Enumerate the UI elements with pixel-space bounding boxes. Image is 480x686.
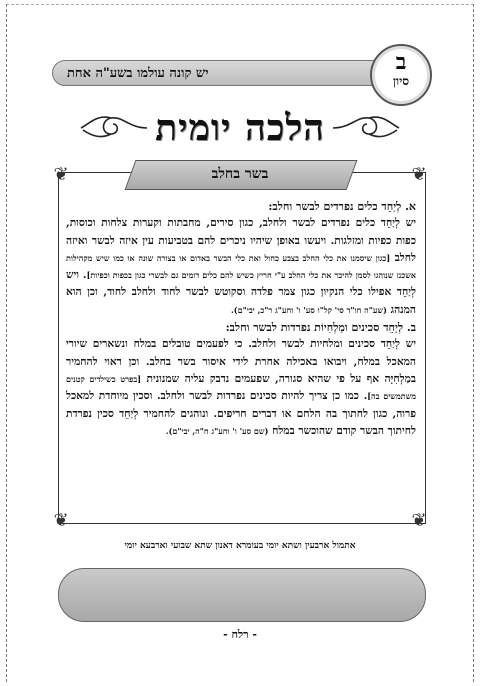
section-text-continued: . כמו כן צריך להיות סכינים נפרדות לבשר ולחלב. וסכין מיוחדת למאכל פרוה, כגון לחתוך בה הלחם או דברים חריפים. ונוהגים להחמיר לְיַחֵד סכין נפרדת לחיתוך הבשר קודם שהוכשר במלח (66, 390, 416, 437)
cut-line-left (6, 4, 7, 682)
omer-count-note: אתמול ארבעין ושתא יומי בעומרא דאנון שתא שבועי וארבעא יומי (124, 541, 356, 551)
page-number: - רלח - (223, 628, 257, 641)
corner-ornament-icon: ❦ (411, 164, 427, 185)
flourish-left-icon (79, 110, 149, 146)
section-source: (שם סע' ו' וחע"ג ח"ה, יבי"ם). (165, 425, 269, 436)
section-text: יש לְיַחֵד סכינים ומלחיות לבשר ולחלב. כי לפעמים טובלים במלח ונשארים שיורי המאכל במלח, ויבואו באכילה אחרת לידי איסור בשר בחלב. וכן ראוי להחמיר במַלְחִיָּה אף על פי שהיא סגורה, שפעמים נדבק עליה שמנונית (66, 338, 416, 385)
header-bar (52, 60, 388, 86)
section-text-continued: . ויש לְיַחֵד אפילו כלי הנקיון כגון צמר פלדה וסקוטש לבשר לחוד ולחלב לחוד, וכן הוא המנהג (66, 269, 416, 316)
halacha-body (66, 198, 416, 440)
section-note: [בפרט כשילדים קטנים משתמשים בה] (66, 373, 416, 402)
page-title: הלכה יומית (155, 107, 325, 149)
section-heading: א. לְיַחֵד כלים נפרדים לבשר וחלב: (268, 200, 416, 213)
topic-label: בשר בחלב (211, 165, 269, 182)
flourish-right-icon (331, 110, 401, 146)
corner-ornament-icon: ❦ (53, 510, 69, 531)
section-source: (שע"ה חו"ד סי' קל"ו סע' ו' וחע"ג ר"כ, יבי"ם). (231, 304, 387, 315)
section-heading: ב. לְיַחֵד סכינים ומַלְחִיוֹת נפרדות לבשר וחלב: (225, 321, 416, 335)
date-badge (370, 44, 432, 106)
header-subtitle: יש קונה עולמו בשע"ה אחת (67, 66, 209, 81)
cut-line-right (473, 4, 474, 682)
section-paragraph (66, 336, 416, 440)
bottom-banner (58, 568, 426, 622)
date-letter: ב (395, 49, 407, 75)
cut-line-top (6, 4, 474, 5)
section-note: [כגון שיסמנו את כלי החלב בצבע כחול ואת כלי הבשר באדום או בצורה שונה או כמו שיש מקהילות אשכנז שנוהגו לסמן להיכר את כלי החלב ע"י חריץ כשיש להם כלים דומים גם לבשרי כגון בכפות וכפיות] (66, 252, 416, 281)
section-paragraph (66, 215, 416, 319)
date-month: סיון (392, 74, 410, 88)
title-row (48, 100, 432, 156)
corner-ornament-icon: ❦ (411, 510, 427, 531)
section-text: יש לְיַחֵד כלים נפרדים לבשר ולחלב, כגון סירים, מחבתות וקערות צלחות וכוסות, כפות כפיות ומזלגות. ויעשו באופן שיהיו ניכרים להם בטביעות עין איזה לבשר ואיזה לחלב (66, 217, 416, 264)
corner-ornament-icon: ❦ (53, 164, 69, 185)
